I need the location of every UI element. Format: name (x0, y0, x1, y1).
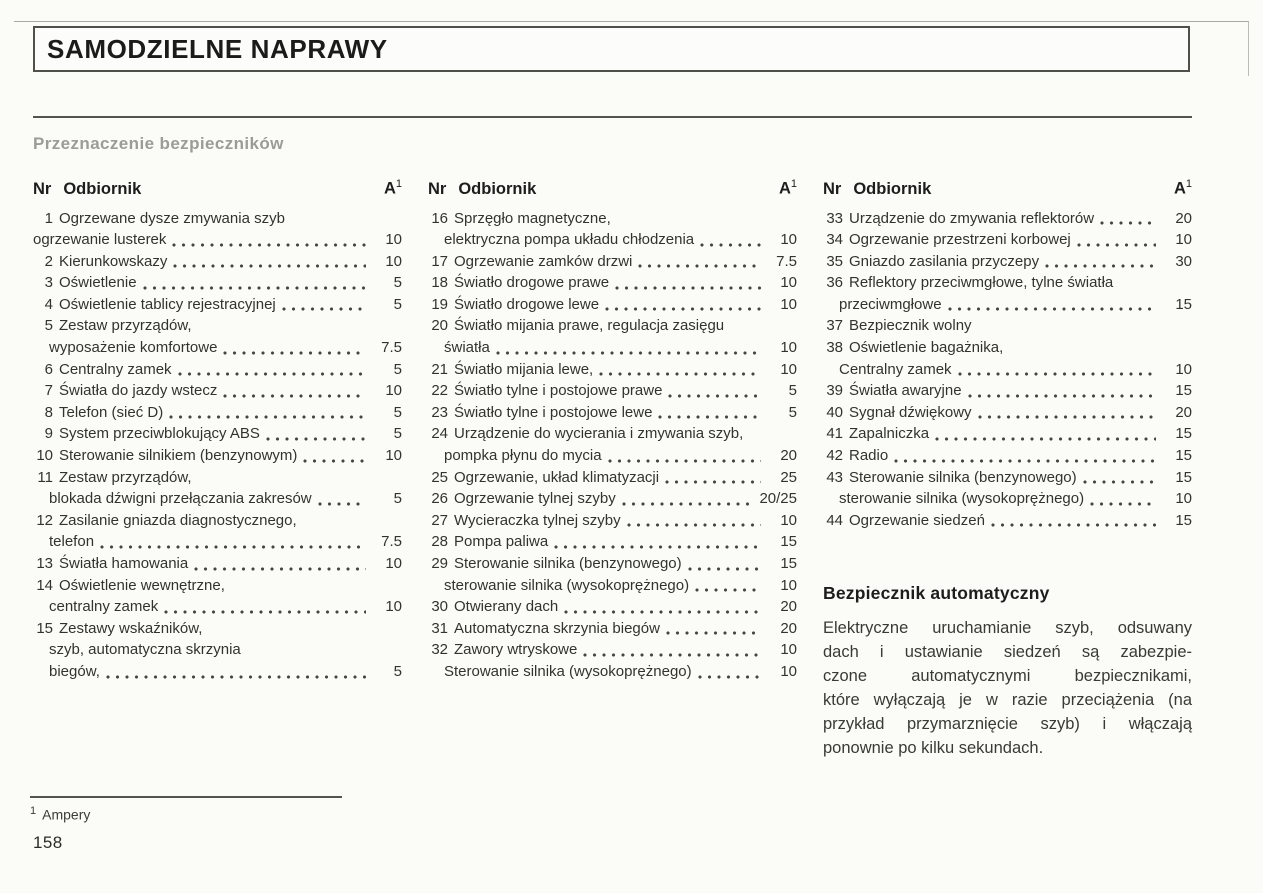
fuse-amp-value: 10 (385, 555, 402, 572)
fuse-label: Światła do jazdy wstecz (59, 382, 218, 400)
chapter-title: SAMODZIELNE NAPRAWY (47, 33, 388, 64)
fuse-row (33, 510, 402, 532)
auto-fuse-info-box (823, 583, 1192, 760)
section-title: Przeznaczenie bezpieczników (33, 134, 284, 153)
fuse-amp-value: 10 (1175, 490, 1192, 508)
fuse-amp-value: 20 (780, 598, 797, 616)
column-header-odbiornik: Odbiornik (63, 179, 142, 198)
fuse-label: Światło drogowe prawe (454, 274, 610, 292)
fuse-amp-value: 5 (393, 490, 402, 508)
fuse-label: Sterowanie silnika (benzynowego) (454, 555, 682, 572)
fuse-label: Światło mijania prawe, regulacja zasięgu (454, 317, 725, 335)
fuse-row (33, 531, 402, 553)
fuse-label: światła (444, 339, 490, 357)
dot-leader (627, 523, 761, 527)
fuse-label: System przeciwblokujący ABS (59, 425, 260, 443)
fuse-row (33, 359, 402, 381)
fuse-number: 17 (431, 252, 448, 270)
dot-leader (1100, 221, 1156, 225)
fuse-row (33, 618, 402, 640)
fuse-row (428, 359, 797, 381)
fuse-label: Urządzenie do zmywania reflektorów (849, 209, 1095, 227)
dot-leader (894, 459, 1156, 463)
fuse-amp-value: 15 (780, 533, 797, 551)
column-header-nr: Nr (428, 179, 447, 198)
fuse-label: Zawory wtryskowe (454, 641, 578, 659)
fuse-label: Oświetlenie tablicy rejestracyjnej (59, 295, 276, 313)
fuse-row (33, 402, 402, 424)
footnote (30, 796, 342, 823)
fuse-number: 30 (431, 598, 448, 616)
fuse-number: 23 (431, 403, 448, 421)
dot-leader (223, 394, 366, 398)
fuse-label: Reflektory przeciwmgłowe, tylne światła (849, 274, 1114, 292)
fuse-label: Sterowanie silnika (benzynowego) (849, 468, 1077, 486)
fuse-row (428, 553, 797, 575)
fuse-row (428, 575, 797, 597)
fuse-rows-2 (428, 208, 797, 683)
fuse-number: 1 (44, 209, 53, 227)
dot-leader (303, 459, 366, 463)
fuse-amp-value: 15 (1175, 382, 1192, 400)
fuse-row (428, 488, 797, 510)
fuse-amp-value: 10 (780, 339, 797, 357)
fuse-label: Ogrzewanie przestrzeni korbowej (849, 231, 1071, 249)
fuse-label: sterowanie silnika (wysokoprężnego) (839, 490, 1085, 508)
fuse-label: Światło mijania lewe, (454, 360, 594, 378)
fuse-amp-value: 20 (780, 619, 797, 637)
fuse-amp-value: 5 (788, 382, 797, 400)
paragraph-line: przykład przymarznięcie szyb) i włączają (823, 715, 1192, 734)
fuse-row (428, 402, 797, 424)
fuse-label: Sygnał dźwiękowy (849, 403, 972, 421)
fuse-amp-value: 10 (385, 447, 402, 465)
fuse-label: Ogrzewanie siedzeń (849, 511, 985, 529)
dot-leader (991, 523, 1156, 527)
fuse-row (33, 553, 402, 575)
fuse-number: 31 (431, 619, 448, 637)
fuse-label: Zestaw przyrządów, (59, 468, 192, 486)
column-header-nr: Nr (33, 179, 52, 198)
fuse-row (823, 402, 1192, 424)
fuse-number: 9 (44, 425, 53, 443)
fuse-number: 6 (44, 360, 53, 378)
fuse-number: 26 (431, 490, 448, 508)
fuse-label: Zasilanie gniazda diagnostycznego, (59, 511, 297, 529)
fuse-row (823, 294, 1192, 316)
fuse-row (428, 272, 797, 294)
fuse-row (33, 208, 402, 230)
amp-footnote-marker: 1 (790, 178, 797, 190)
dot-leader (194, 567, 366, 571)
dot-leader (318, 502, 366, 506)
fuse-label: Centralny zamek (839, 360, 952, 378)
fuse-amp-value: 10 (385, 252, 402, 270)
fuse-label: Światła awaryjne (849, 382, 962, 400)
fuse-rows-3 (823, 208, 1192, 532)
fuse-label: Ogrzewanie tylnej szyby (454, 490, 616, 508)
fuse-label: Ogrzewanie zamków drzwi (454, 252, 633, 270)
fuse-amp-value: 10 (385, 231, 402, 249)
dot-leader (615, 286, 761, 290)
fuse-number: 11 (37, 468, 53, 486)
fuse-row (33, 229, 402, 251)
fuse-label: Telefon (sieć D) (59, 403, 164, 421)
fuse-row (428, 208, 797, 230)
fuse-number: 21 (431, 360, 448, 378)
fuse-number: 3 (44, 274, 53, 292)
fuse-row (428, 229, 797, 251)
dot-leader (223, 351, 366, 355)
fuse-row (33, 488, 402, 510)
header-divider (33, 116, 1192, 118)
fuse-row (823, 251, 1192, 273)
fuse-number: 5 (44, 317, 53, 335)
fuse-amp-value: 10 (780, 641, 797, 659)
fuse-row (823, 208, 1192, 230)
fuse-label: Oświetlenie wewnętrzne, (59, 576, 225, 594)
fuse-number: 18 (431, 274, 448, 292)
fuse-amp-value: 15 (1175, 511, 1192, 529)
fuse-amp-value: 7.5 (381, 533, 402, 551)
fuse-amp-value: 10 (780, 576, 797, 594)
dot-leader (169, 415, 366, 419)
fuse-amp-value: 5 (393, 295, 402, 313)
fuse-number: 4 (44, 295, 53, 313)
fuse-label: szyb, automatyczna skrzynia (49, 641, 241, 659)
fuse-row (428, 467, 797, 489)
column-header (33, 178, 402, 199)
fuse-row (428, 445, 797, 467)
fuse-row (33, 445, 402, 467)
fuse-label: wyposażenie komfortowe (49, 339, 218, 357)
fuse-amp-value: 15 (1175, 447, 1192, 465)
fuse-amp-value: 20 (780, 447, 797, 465)
fuse-amp-value: 15 (780, 555, 797, 572)
fuse-row (428, 251, 797, 273)
fuse-label: centralny zamek (49, 598, 159, 616)
fuse-amp-value: 5 (393, 274, 402, 292)
fuse-label: Pompa paliwa (454, 533, 549, 551)
dot-leader (164, 610, 366, 614)
fuse-amp-value: 15 (1175, 468, 1192, 486)
fuse-label: Światło drogowe lewe (454, 295, 600, 313)
fuse-number: 35 (826, 252, 843, 270)
fuse-row (33, 467, 402, 489)
dot-leader (100, 545, 366, 549)
footnote-marker: 1 (30, 805, 37, 817)
fuse-number: 39 (826, 382, 843, 400)
fuse-number: 36 (826, 274, 843, 292)
dot-leader (608, 459, 761, 463)
fuse-row (33, 380, 402, 402)
fuse-label: Sterowanie silnika (wysokoprężnego) (444, 662, 692, 680)
dot-leader (173, 264, 366, 268)
dot-leader (622, 502, 754, 506)
dot-leader (666, 631, 761, 635)
fuse-label: Światła hamowania (59, 555, 189, 572)
dot-leader (665, 480, 761, 484)
fuse-number: 43 (826, 468, 843, 486)
fuse-row (823, 510, 1192, 532)
column-header-odbiornik: Odbiornik (458, 179, 537, 198)
fuse-number: 28 (431, 533, 448, 551)
fuse-label: Radio (849, 447, 889, 465)
dot-leader (1083, 480, 1156, 484)
fuse-table (33, 178, 1192, 760)
fuse-label: ogrzewanie lusterek (33, 231, 167, 249)
fuse-row (33, 272, 402, 294)
fuse-row (33, 337, 402, 359)
dot-leader (698, 675, 761, 679)
fuse-number: 15 (36, 619, 53, 637)
column-header (823, 178, 1192, 199)
fuse-row (428, 315, 797, 337)
column-header-nr: Nr (823, 179, 842, 198)
dot-leader (496, 351, 761, 355)
fuse-amp-value: 5 (393, 662, 402, 680)
fuse-amp-value: 25 (780, 468, 797, 486)
dot-leader (106, 675, 366, 679)
fuse-column-2 (428, 178, 797, 760)
fuse-row (33, 251, 402, 273)
fuse-row (428, 596, 797, 618)
dot-leader (172, 243, 366, 247)
fuse-number: 38 (826, 339, 843, 357)
fuse-number: 40 (826, 403, 843, 421)
fuse-number: 12 (36, 511, 53, 529)
paragraph-line: które wyłączają je w razie przeciążenia (na (823, 691, 1192, 710)
column-header-amp (1174, 178, 1192, 199)
fuse-label: Centralny zamek (59, 360, 172, 378)
fuse-number: 7 (44, 382, 53, 400)
amp-footnote-marker: 1 (1185, 178, 1192, 190)
fuse-label: Kierunkowskazy (59, 252, 168, 270)
dot-leader (695, 588, 761, 592)
paragraph-line: ponownie po kilku sekundach. (823, 739, 1044, 758)
fuse-number: 10 (36, 447, 53, 465)
dot-leader (1045, 264, 1156, 268)
fuse-amp-value: 10 (780, 511, 797, 529)
amp-letter: A (1173, 179, 1186, 198)
dot-leader (688, 567, 761, 571)
fuse-label: Automatyczna skrzynia biegów (454, 619, 660, 637)
auto-fuse-paragraph (823, 616, 1192, 760)
dot-leader (143, 286, 366, 290)
fuse-column-1 (33, 178, 402, 760)
fuse-label: Wycieraczka tylnej szyby (454, 511, 621, 529)
dot-leader (700, 243, 761, 247)
dot-leader (282, 307, 366, 311)
fuse-row (33, 423, 402, 445)
page-number: 158 (33, 833, 63, 852)
dot-leader (1090, 502, 1156, 506)
fuse-number: 29 (431, 555, 448, 572)
amp-footnote-marker: 1 (395, 178, 402, 190)
dot-leader (583, 653, 761, 657)
fuse-row (428, 337, 797, 359)
fuse-number: 42 (826, 447, 843, 465)
dot-leader (935, 437, 1156, 441)
paragraph-line: Elektryczne uruchamianie szyb, odsuwany (823, 619, 1192, 638)
fuse-amp-value: 15 (1175, 295, 1192, 313)
fuse-label: Zestaw przyrządów, (59, 317, 192, 335)
column-header-amp (384, 178, 402, 199)
fuse-number: 27 (431, 511, 448, 529)
fuse-number: 16 (431, 209, 448, 227)
fuse-label: sterowanie silnika (wysokoprężnego) (444, 576, 690, 594)
dot-leader (638, 264, 761, 268)
paragraph-line: dach i ustawianie siedzeń są zabezpie- (823, 643, 1192, 662)
fuse-number: 24 (431, 425, 448, 443)
fuse-amp-value: 10 (1175, 231, 1192, 249)
fuse-row (428, 423, 797, 445)
auto-fuse-heading: Bezpiecznik automatyczny (823, 583, 1050, 604)
fuse-label: Światło tylne i postojowe lewe (454, 403, 653, 421)
fuse-number: 34 (826, 231, 843, 249)
fuse-label: Urządzenie do wycierania i zmywania szyb, (454, 425, 744, 443)
fuse-label: elektryczna pompa układu chłodzenia (444, 231, 695, 249)
amp-letter: A (778, 179, 791, 198)
fuse-amp-value: 10 (385, 382, 402, 400)
fuse-amp-value: 10 (780, 274, 797, 292)
column-header (428, 178, 797, 199)
chapter-title-box (33, 26, 1190, 72)
fuse-number: 41 (826, 425, 843, 443)
fuse-number: 2 (44, 252, 53, 270)
fuse-number: 33 (826, 209, 843, 227)
fuse-amp-value: 7.5 (776, 252, 797, 270)
fuse-row (33, 661, 402, 683)
dot-leader (978, 415, 1156, 419)
fuse-amp-value: 10 (385, 598, 402, 616)
dot-leader (266, 437, 366, 441)
fuse-row (428, 380, 797, 402)
fuse-label: Otwierany dach (454, 598, 559, 616)
paragraph-line: czone automatycznymi bezpiecznikami, (823, 667, 1192, 686)
fuse-row (428, 639, 797, 661)
fuse-amp-value: 20/25 (759, 490, 797, 508)
fuse-row (33, 315, 402, 337)
dot-leader (1077, 243, 1156, 247)
dot-leader (599, 372, 761, 376)
dot-leader (958, 372, 1156, 376)
dot-leader (554, 545, 761, 549)
fuse-amp-value: 10 (780, 662, 797, 680)
fuse-amp-value: 10 (780, 360, 797, 378)
fuse-label: Oświetlenie bagażnika, (849, 339, 1004, 357)
fuse-amp-value: 5 (393, 360, 402, 378)
fuse-amp-value: 10 (780, 231, 797, 249)
dot-leader (178, 372, 366, 376)
fuse-label: Światło tylne i postojowe prawe (454, 382, 663, 400)
fuse-number: 14 (36, 576, 53, 594)
dot-leader (668, 394, 761, 398)
fuse-label: blokada dźwigni przełączania zakresów (49, 490, 312, 508)
fuse-amp-value: 7.5 (381, 339, 402, 357)
fuse-row (33, 639, 402, 661)
fuse-row (428, 661, 797, 683)
fuse-row (33, 294, 402, 316)
fuse-row (823, 229, 1192, 251)
fuse-label: Sprzęgło magnetyczne, (454, 209, 611, 227)
column-header-amp (779, 178, 797, 199)
fuse-number: 13 (36, 555, 53, 572)
fuse-label: Oświetlenie (59, 274, 137, 292)
fuse-amp-value: 10 (1175, 360, 1192, 378)
fuse-number: 44 (826, 511, 843, 529)
fuse-row (33, 575, 402, 597)
fuse-amp-value: 20 (1175, 403, 1192, 421)
fuse-row (823, 423, 1192, 445)
fuse-label: Zapalniczka (849, 425, 930, 443)
fuse-amp-value: 5 (393, 425, 402, 443)
fuse-number: 20 (431, 317, 448, 335)
fuse-rows-1 (33, 208, 402, 683)
fuse-label: Ogrzewane dysze zmywania szyb (59, 209, 285, 227)
fuse-label: Sterowanie silnikiem (benzynowym) (59, 447, 298, 465)
fuse-label: Bezpiecznik wolny (849, 317, 972, 335)
fuse-row (823, 337, 1192, 359)
fuse-label: biegów, (49, 662, 100, 680)
fuse-amp-value: 5 (393, 403, 402, 421)
fuse-number: 19 (431, 295, 448, 313)
fuse-row (823, 315, 1192, 337)
fuse-column-3 (823, 178, 1192, 760)
fuse-number: 25 (431, 468, 448, 486)
fuse-number: 22 (431, 382, 448, 400)
dot-leader (605, 307, 761, 311)
dot-leader (658, 415, 761, 419)
fuse-number: 32 (431, 641, 448, 659)
fuse-row (428, 294, 797, 316)
fuse-row (428, 531, 797, 553)
column-header-odbiornik: Odbiornik (853, 179, 932, 198)
fuse-row (33, 596, 402, 618)
fuse-label: pompka płynu do mycia (444, 447, 602, 465)
fuse-row (823, 272, 1192, 294)
fuse-label: Gniazdo zasilania przyczepy (849, 252, 1040, 270)
fuse-row (823, 488, 1192, 510)
fuse-number: 8 (44, 403, 53, 421)
fuse-label: Ogrzewanie, układ klimatyzacji (454, 468, 660, 486)
footnote-text: Ampery (42, 806, 91, 823)
fuse-label: telefon (49, 533, 95, 551)
fuse-label: przeciwmgłowe (839, 295, 942, 313)
fuse-amp-value: 15 (1175, 425, 1192, 443)
fuse-amp-value: 20 (1175, 209, 1192, 227)
fuse-row (823, 380, 1192, 402)
dot-leader (948, 307, 1156, 311)
fuse-label: Zestawy wskaźników, (59, 619, 203, 637)
fuse-row (823, 359, 1192, 381)
fuse-row (823, 445, 1192, 467)
fuse-row (823, 467, 1192, 489)
fuse-row (428, 510, 797, 532)
fuse-amp-value: 10 (780, 295, 797, 313)
fuse-amp-value: 5 (788, 403, 797, 421)
fuse-amp-value: 30 (1175, 252, 1192, 270)
fuse-number: 37 (826, 317, 843, 335)
dot-leader (564, 610, 761, 614)
amp-letter: A (383, 179, 396, 198)
dot-leader (968, 394, 1156, 398)
fuse-row (428, 618, 797, 640)
